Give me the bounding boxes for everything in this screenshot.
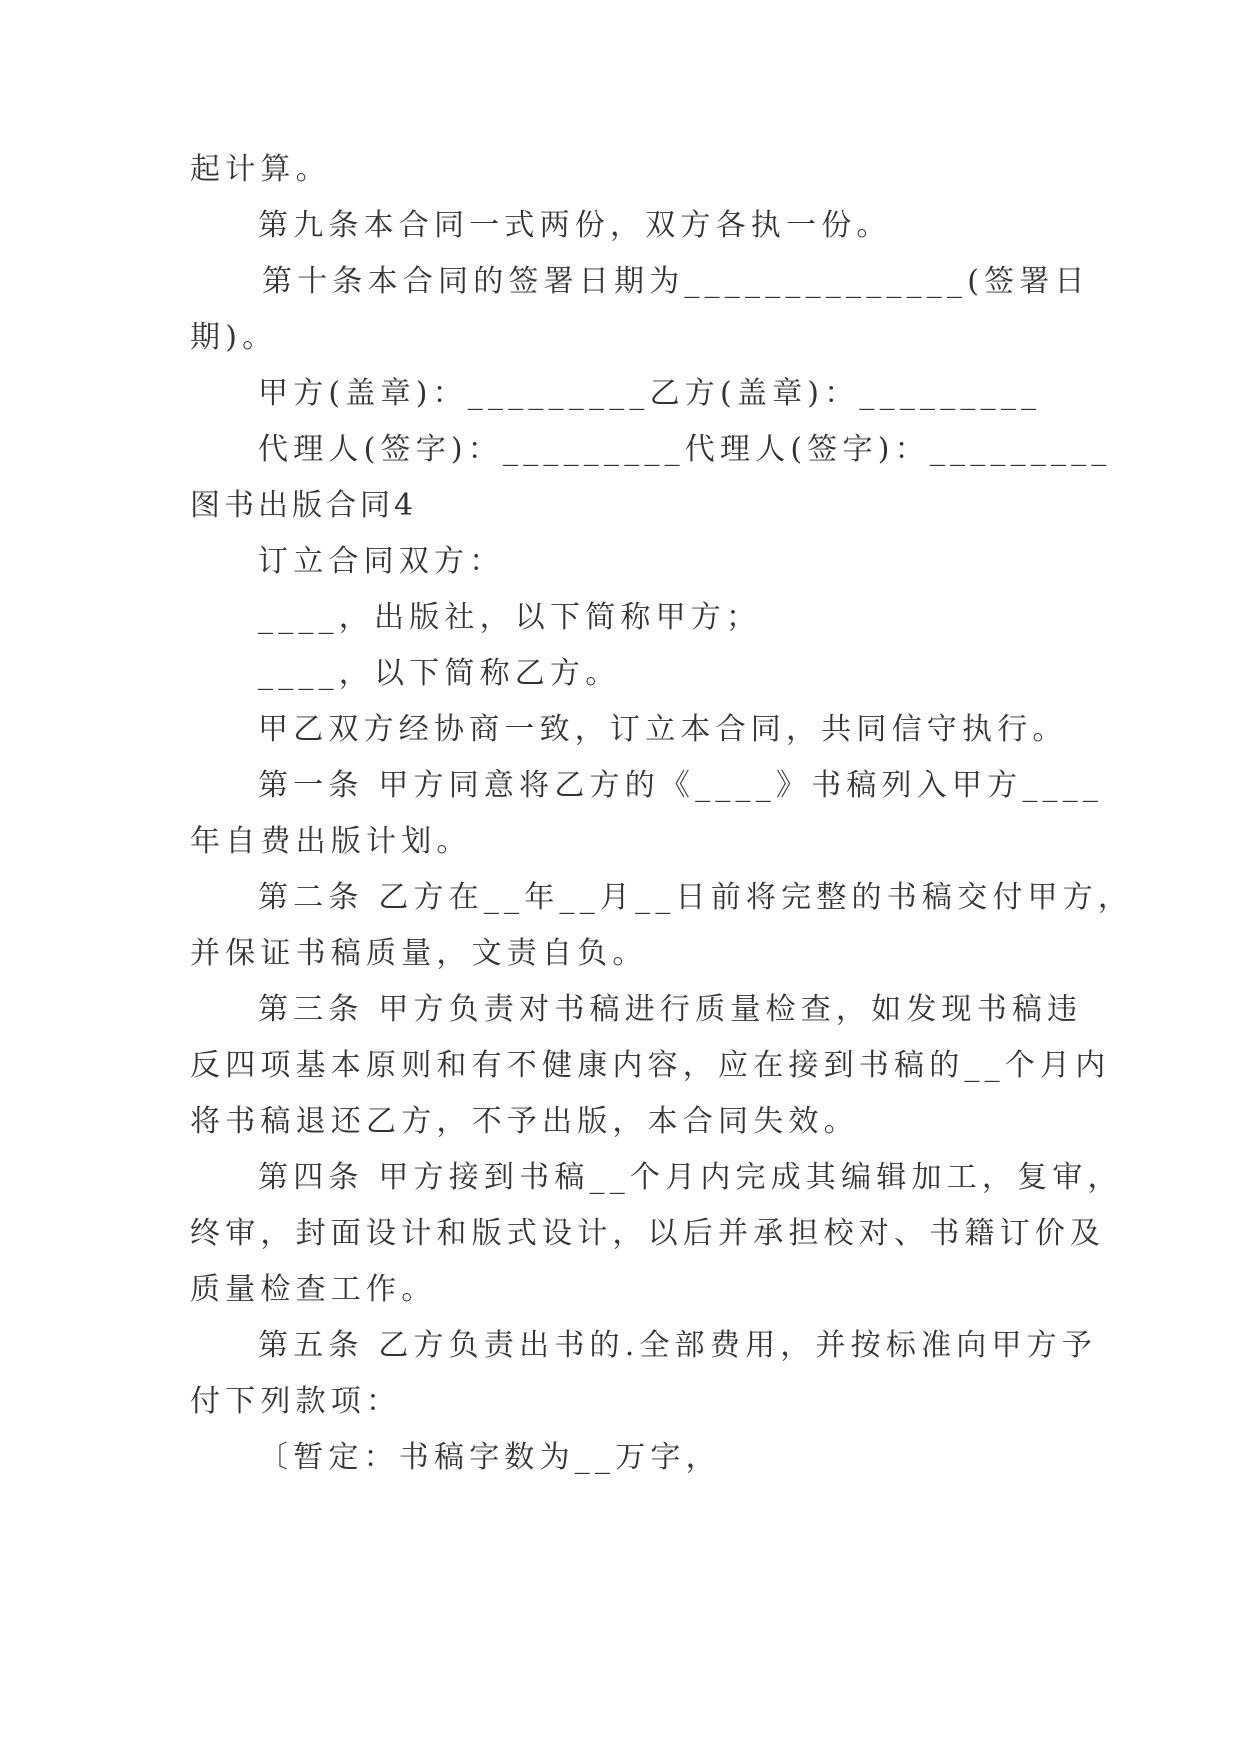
- paragraph-line: 订立合同双方：: [258, 544, 505, 579]
- paragraph-line: 第四条 甲方接到书稿__个月内完成其编辑加工，复审，: [258, 1160, 1123, 1195]
- paragraph-line: 年自费出版计划。: [190, 824, 472, 859]
- paragraph-line: ____，以下简称乙方。: [258, 656, 621, 691]
- paragraph-line: 终审，封面设计和版式设计，以后并承担校对、书籍订价及: [190, 1216, 1106, 1251]
- signature-line: 甲方(盖章)：_________乙方(盖章)：_________: [258, 376, 1042, 411]
- paragraph-line: 反四项基本原则和有不健康内容，应在接到书稿的__个月内: [190, 1048, 1111, 1083]
- paragraph-line: 第五条 乙方负责出书的.全部费用，并按标准向甲方予: [258, 1328, 1098, 1363]
- paragraph-line: 期)。: [190, 320, 278, 355]
- paragraph-line: 将书稿退还乙方，不予出版，本合同失效。: [190, 1104, 859, 1139]
- paragraph-line: 并保证书稿质量，文责自负。: [190, 936, 648, 971]
- paragraph-line: 第一条 甲方同意将乙方的《____》书稿列入甲方____: [258, 768, 1104, 803]
- signature-line: 代理人(签字)：_________代理人(签字)：_________: [258, 432, 1112, 467]
- paragraph-line: 第二条 乙方在__年__月__日前将完整的书稿交付甲方，: [258, 880, 1134, 915]
- paragraph-line: 起计算。: [190, 152, 331, 187]
- paragraph-line: ____，出版社，以下简称甲方；: [258, 600, 762, 635]
- section-title: 图书出版合同4: [190, 488, 418, 523]
- paragraph-line: 第九条本合同一式两份，双方各执一份。: [258, 208, 892, 243]
- paragraph-line: 第十条本合同的签署日期为______________(签署日: [262, 264, 1090, 299]
- paragraph-line: 〔暂定：书稿字数为__万字，: [258, 1440, 721, 1475]
- paragraph-line: 甲乙双方经协商一致，订立本合同，共同信守执行。: [258, 712, 1068, 747]
- paragraph-line: 付下列款项：: [190, 1384, 402, 1419]
- paragraph-line: 第三条 甲方负责对书稿进行质量检查，如发现书稿违: [258, 992, 1083, 1027]
- paragraph-line: 质量检查工作。: [190, 1272, 437, 1307]
